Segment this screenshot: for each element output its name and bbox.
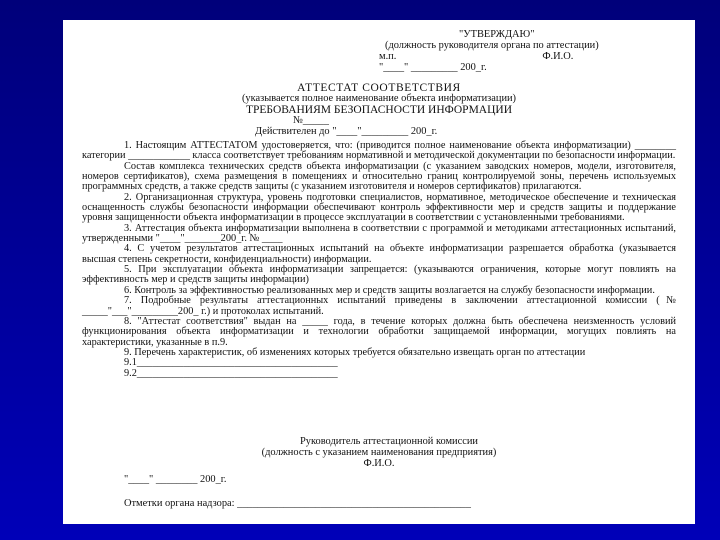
clause-9-item-1: 9.1_______________________________________ xyxy=(124,357,338,369)
seal-label: м.п. xyxy=(379,50,397,62)
clause-1-composition: Состав комплекса технических средств объекта информатизации (с указанием заводских номеров, модели, изготовителя, номеров сертификатов), схема размещения в помещениях и относительно границ контролируемой зоны, перечень используемых программных средств, а также средств защиты (с указанием изготовителя и номеров сертификатов) прилагаются. xyxy=(82,160,676,193)
clause-8: 8. "Аттестат соответствия" выдан на _____ года, в течение которых должна быть обеспечена неизменность условий функционирования объекта информатизации и технологии обработки защищаемой информации, могущих повлиять на характеристики, указанные в п.9. xyxy=(82,315,676,348)
approval-block xyxy=(379,30,687,74)
document-title-block xyxy=(63,83,695,138)
signature-block xyxy=(63,437,695,510)
clause-9-item-2: 9.2_______________________________________ xyxy=(124,367,338,379)
certificate-number: №_____ xyxy=(293,114,329,126)
valid-until-line: Действителен до "____"_________ 200_г. xyxy=(255,125,438,137)
document-page xyxy=(63,20,695,524)
supervision-marks-line: Отметки органа надзора: _____________________________________________ xyxy=(124,497,471,509)
clause-3: 3. Аттестация объекта информатизации выполнена в соответствии с программой и методиками аттестационных испытаний, утвержденными "____"_______200_г. № ____ xyxy=(82,222,676,245)
commission-head-label: Руководитель аттестационной комиссии xyxy=(300,436,478,447)
approver-position-hint: (должность руководителя органа по аттестации) xyxy=(385,39,599,51)
clause-5: 5. При эксплуатации объекта информатизации запрещается: (указываются ограничения, которые могут повлиять на эффективность мер и средств защиты информации) xyxy=(82,264,676,286)
clause-1: 1. Настоящим АТТЕСТАТОМ удостоверяется, что: (приводится полное наименование объекта информатизации) ________ категории ____________ класса соответствует требованиям нормативной и методической документации по безопасности информации. xyxy=(82,140,676,162)
certificate-body xyxy=(82,141,676,379)
approval-date-line: "____" _________ 200_г. xyxy=(379,61,487,73)
commission-fio: Ф.И.О. xyxy=(363,457,395,469)
clause-7: 7. Подробные результаты аттестационных испытаний приведены в заключении аттестационной комиссии (№ _____"___"_________200_ г.) и протоколах испытаний. xyxy=(82,295,676,317)
clause-2: 2. Организационная структура, уровень подготовки специалистов, нормативное, методическое обеспечение и техническая оснащенность службы безопасности информации обеспечивают контроль эффективности мер и средств защиты и поддержание уровня защищенности объекта информатизации в процессе эксплуатации в соответствии с установленными требованиями. xyxy=(82,191,676,224)
commission-position-hint: (должность с указанием наименования предприятия) xyxy=(261,446,497,458)
clause-9: 9. Перечень характеристик, об изменениях которых требуется обязательно извещать орган по аттестации xyxy=(124,346,586,358)
object-name-hint: (указывается полное наименование объекта информатизации) xyxy=(241,92,517,104)
clause-6: 6. Контроль за эффективностью реализованных мер и средств защиты возлагается на службу безопасности информации. xyxy=(124,284,655,296)
document-title: АТТЕСТАТ СООТВЕТСТВИЯ xyxy=(297,82,461,94)
clause-4: 4. С учетом результатов аттестационных испытаний на объекте информатизации разрешается обработка (указывается высшая степень секретности, конфиденциальности) информации. xyxy=(82,243,676,265)
approved-label: "УТВЕРЖДАЮ" xyxy=(459,29,535,40)
document-subtitle: ТРЕБОВАНИЯМ БЕЗОПАСНОСТИ ИНФОРМАЦИИ xyxy=(245,103,513,116)
signature-date-line: "____" ________ 200_г. xyxy=(124,473,227,485)
approver-fio: Ф.И.О. xyxy=(542,50,574,62)
